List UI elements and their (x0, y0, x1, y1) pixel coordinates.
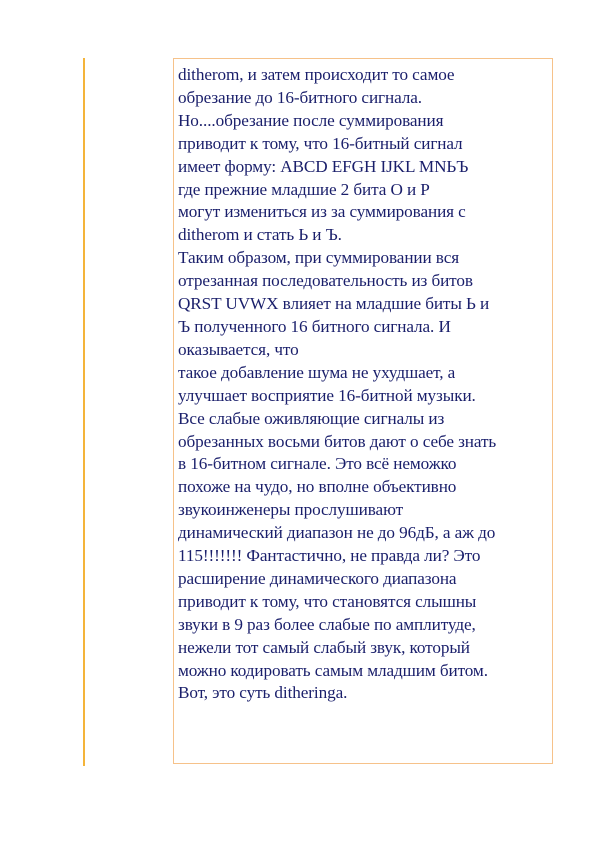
text-line: обрезание до 16-битного сигнала. (178, 87, 422, 107)
text-line: отрезанная последовательность из битов (178, 271, 473, 291)
text-line: имеет форму: ABCD EFGH IJKL MNЬЪ (178, 156, 469, 176)
text-frame (173, 58, 553, 764)
text-line: похоже на чудо, но вполне объективно (178, 477, 457, 497)
body-text (178, 64, 496, 705)
text-line: Таким образом, при суммировании вся (178, 248, 460, 268)
text-line: оказывается, что (178, 339, 299, 359)
text-line: такое добавление шума не ухудшает, а (178, 362, 456, 382)
text-line: ditherom и стать Ь и Ъ. (178, 225, 342, 245)
left-margin-rule (83, 58, 85, 766)
text-line: QRST UVWX влияет на младшие биты Ь и (178, 294, 490, 314)
text-line: динамический диапазон не до 96дБ, а аж до (178, 523, 496, 543)
text-line: улучшает восприятие 16-битной музыки. (178, 385, 476, 405)
text-line: Все слабые оживляющие сигналы из (178, 408, 445, 428)
text-line: обрезанных восьми битов дают о себе знать (178, 431, 497, 451)
text-line: 115!!!!!!! Фантастично, не правда ли? Это (178, 546, 481, 566)
text-line: Вот, это суть ditheringa. (178, 683, 348, 703)
text-line: звукоинженеры прослушивают (178, 500, 404, 520)
text-line: могут измениться из за суммирования с (178, 202, 466, 222)
text-line: приводит к тому, что 16-битный сигнал (178, 133, 463, 153)
text-line: звуки в 9 раз более слабые по амплитуде, (178, 614, 476, 634)
text-line: Ъ полученного 16 битного сигнала. И (178, 316, 451, 336)
text-line: Но....обрезание после суммирования (178, 110, 444, 130)
text-line: расширение динамического диапазона (178, 568, 457, 588)
text-line: нежели тот самый слабый звук, который (178, 637, 470, 657)
text-line: приводит к тому, что становятся слышны (178, 591, 477, 611)
text-line: ditherom, и затем происходит то самое (178, 65, 455, 84)
text-line: где прежние младшие 2 бита О и Р (178, 179, 430, 199)
text-line: можно кодировать самым младшим битом. (178, 660, 488, 680)
text-line: в 16-битном сигнале. Это всё неможко (178, 454, 457, 474)
